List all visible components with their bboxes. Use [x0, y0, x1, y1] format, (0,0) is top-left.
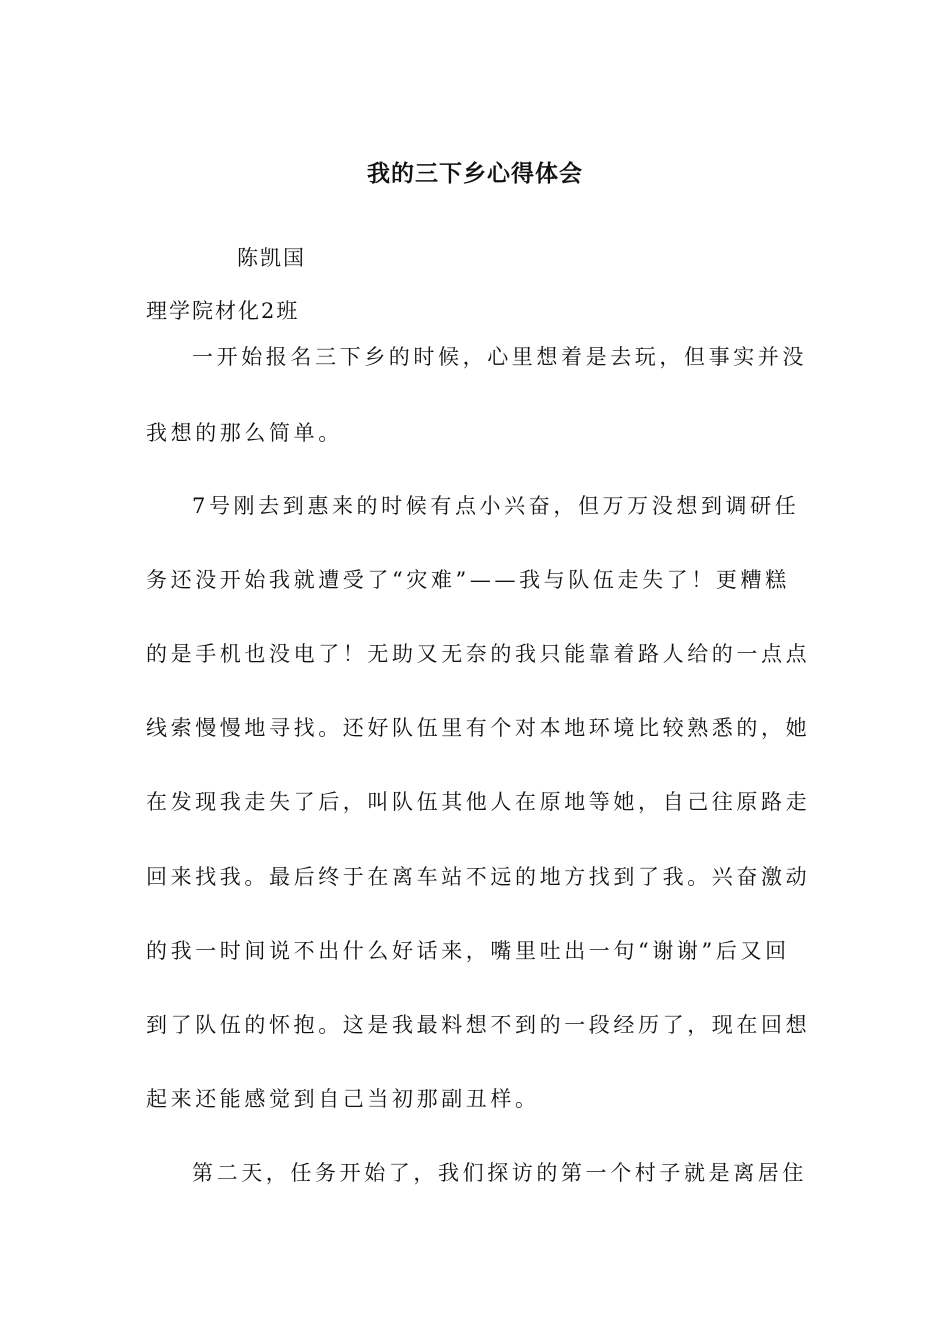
author-affiliation: 理学院材化2班 [146, 299, 300, 323]
paragraph-line: 务还没开始我就遭受了“灾难”——我与队伍走失了！更糟糕 [146, 568, 790, 592]
paragraph-line: 第二天，任务开始了，我们探访的第一个村子就是离居住 [192, 1161, 807, 1185]
document-title: 我的三下乡心得体会 [367, 161, 583, 187]
author-name: 陈凯国 [237, 246, 306, 270]
paragraph-line: 的我一时间说不出什么好话来，嘴里吐出一句“谢谢”后又回 [146, 939, 790, 963]
paragraph-line: 在发现我走失了后，叫队伍其他人在原地等她，自己往原路走 [146, 790, 811, 814]
paragraph-line: 起来还能感觉到自己当初那副丑样。 [146, 1087, 540, 1111]
paragraph-line: 7号刚去到惠来的时候有点小兴奋，但万万没想到调研任 [192, 494, 800, 518]
paragraph-line: 线索慢慢地寻找。还好队伍里有个对本地环境比较熟悉的，她 [146, 716, 811, 740]
paragraph-line: 到了队伍的怀抱。这是我最料想不到的一段经历了，现在回想 [146, 1013, 811, 1037]
paragraph-line: 回来找我。最后终于在离车站不远的地方找到了我。兴奋激动 [146, 865, 811, 889]
paragraph-line: 一开始报名三下乡的时候，心里想着是去玩，但事实并没 [192, 345, 807, 369]
paragraph-line: 的是手机也没电了！无助又无奈的我只能靠着路人给的一点点 [146, 642, 811, 666]
paragraph-line: 我想的那么简单。 [146, 421, 343, 445]
